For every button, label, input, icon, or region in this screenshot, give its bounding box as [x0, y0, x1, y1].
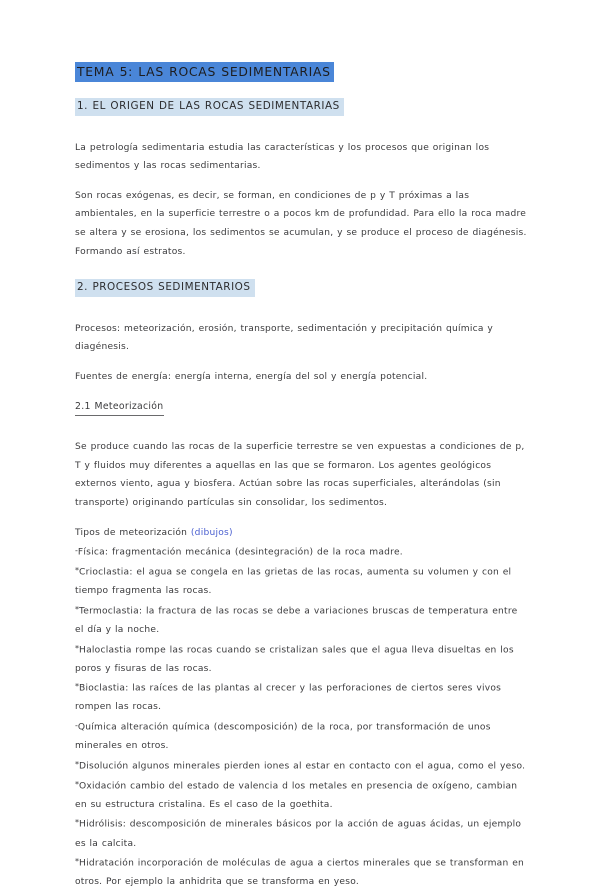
- dash-bullet-icon: -: [75, 720, 78, 730]
- paragraph-rocas-exogenas: Son rocas exógenas, es decir, se forman, en condiciones de p y T próximas a las ambientales, en la superficie terrestre o a pocos km de profundidad. Para ello la roca madre se altera y se erosiona, los sedimentos se acumulan, y se produce el proceso de diagénesis. Formando así estratos.: [75, 190, 527, 257]
- section-1-heading-row: [75, 98, 527, 117]
- document-content: [75, 62, 527, 892]
- asterisk-bullet-icon: *: [75, 759, 79, 769]
- section-heading-procesos: 2. PROCESOS SEDIMENTARIOS: [75, 279, 255, 297]
- paragraph-meteorizacion: Se produce cuando las rocas de la superficie terrestre se ven expuestas a condiciones de p, T y fluidos muy diferentes a aquellas en las que se formaron. Los agentes geológicos externos viento, agua y biosfera. Actúan sobre las rocas superficiales, alterándolas (sin transporte) originando partículas sin consolidar, los sedimentos.: [75, 442, 525, 508]
- list-item: [75, 853, 527, 892]
- list-item: [75, 562, 527, 601]
- asterisk-bullet-icon: *: [75, 643, 79, 653]
- list-item: [75, 640, 527, 679]
- spacer: [75, 298, 527, 320]
- list-item: [75, 542, 527, 562]
- types-label-main: Tipos de meteorización: [75, 527, 191, 538]
- weathering-types-list: [75, 542, 527, 892]
- list-item: [75, 814, 527, 853]
- asterisk-bullet-icon: *: [75, 604, 79, 614]
- spacer: [75, 176, 527, 187]
- subsection-heading-row: [75, 398, 527, 417]
- asterisk-bullet-icon: *: [75, 857, 79, 867]
- list-item-text: Hidrólisis: descomposición de minerales básicos por la acción de aguas ácidas, un ejemplo es la calcita.: [75, 819, 522, 849]
- asterisk-bullet-icon: *: [75, 818, 79, 828]
- section-2: [75, 279, 527, 892]
- list-item-text: Termoclastia: la fractura de las rocas se debe a variaciones bruscas de temperatura entre el día y la noche.: [75, 606, 518, 635]
- list-item-text: Oxidación cambio del estado de valencia d los metales en presencia de oxígeno, cambian en su estructura cristalina. Es el caso de la goethita.: [75, 781, 518, 810]
- paragraph-petrologia: La petrología sedimentaria estudia las características y los procesos que originan los sedimentos y las rocas sedimentarias.: [75, 142, 490, 172]
- spacer: [75, 387, 527, 398]
- list-item-text: Hidratación incorporación de moléculas de agua a ciertos minerales que se transforman en otros. Por ejemplo la anhidrita que se transforma en yeso.: [75, 858, 525, 888]
- dash-bullet-icon: -: [75, 546, 78, 556]
- spacer: [75, 261, 527, 279]
- list-item-text: Bioclastia: las raíces de las plantas al crecer y las perforaciones de ciertos seres vivos rompen las rocas.: [75, 683, 502, 713]
- section-heading-origen: 1. EL ORIGEN DE LAS ROCAS SEDIMENTARIAS: [75, 98, 344, 116]
- section-1: [75, 98, 527, 261]
- list-item: [75, 776, 527, 815]
- types-label-note: (dibujos): [190, 527, 233, 538]
- page-title: TEMA 5: LAS ROCAS SEDIMENTARIAS: [75, 62, 334, 82]
- list-item: [75, 601, 527, 640]
- paragraph-fuentes-energia: Fuentes de energía: energía interna, energía del sol y energía potencial.: [75, 371, 428, 382]
- asterisk-bullet-icon: *: [75, 566, 79, 576]
- spacer: [75, 117, 527, 139]
- types-label: [75, 524, 527, 543]
- asterisk-bullet-icon: *: [75, 682, 79, 692]
- list-item-text: Química alteración química (descomposición) de la roca, por transformación de unos minerales en otros.: [75, 722, 491, 752]
- spacer: [75, 513, 527, 524]
- spacer: [75, 357, 527, 368]
- list-item-text: Disolución algunos minerales pierden iones al estar en contacto con el agua, como el yeso.: [79, 761, 526, 772]
- spacer: [75, 416, 527, 438]
- paragraph-procesos: Procesos: meteorización, erosión, transporte, sedimentación y precipitación química y diagénesis.: [75, 323, 494, 353]
- list-item-text: Física: fragmentación mecánica (desintegración) de la roca madre.: [77, 547, 403, 558]
- list-item: [75, 678, 527, 717]
- subsection-heading-meteorizacion: 2.1 Meteorización: [75, 399, 164, 416]
- list-item: [75, 717, 527, 756]
- list-item-text: Crioclastia: el agua se congela en las grietas de las rocas, aumenta su volumen y con el tiempo fragmenta las rocas.: [75, 567, 512, 597]
- list-item: [75, 756, 527, 776]
- section-2-heading-row: [75, 279, 527, 298]
- title-row: [75, 62, 527, 98]
- asterisk-bullet-icon: *: [75, 779, 79, 789]
- list-item-text: Haloclastia rompe las rocas cuando se cristalizan sales que el agua lleva disueltas en los poros y fisuras de las rocas.: [75, 645, 514, 674]
